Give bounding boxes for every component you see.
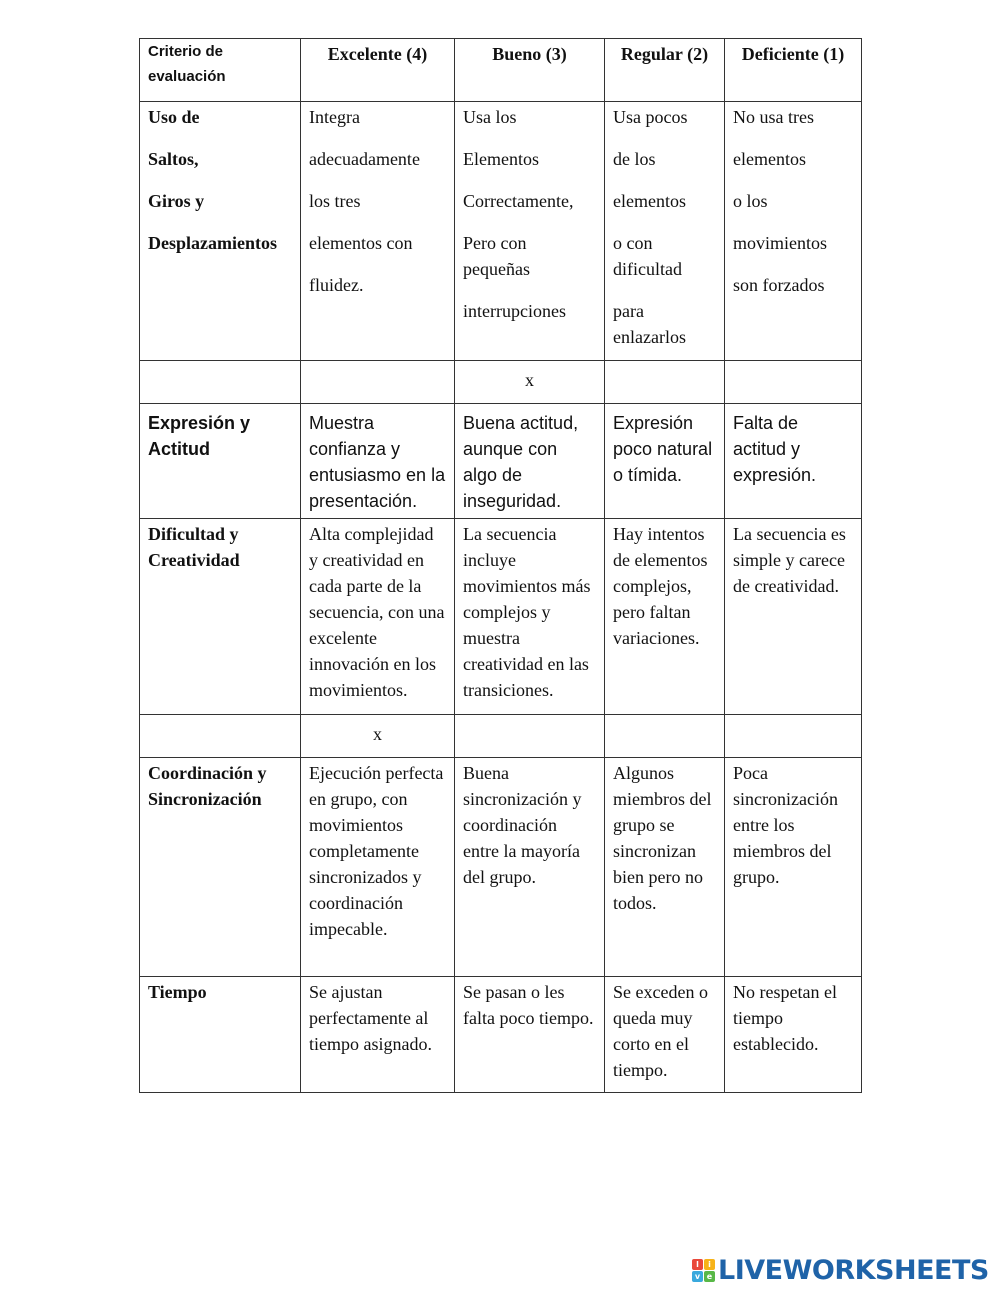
coordinacion-bueno: Buena sincronización y coordinación entre la mayoría del grupo. (455, 758, 605, 977)
text-line: de los (613, 149, 656, 169)
tiempo-regular: Se exceden o queda muy corto en el tiempo. (605, 977, 725, 1093)
level-header-deficiente: Deficiente (1) (725, 39, 862, 102)
mark-cell[interactable] (301, 361, 455, 404)
row-tiempo (140, 977, 862, 1093)
text-line: elementos (613, 191, 686, 211)
saltos-bueno (455, 102, 605, 361)
coordinacion-regular: Algunos miembros del grupo se sincronizan bien pero no todos. (605, 758, 725, 977)
saltos-regular (605, 102, 725, 361)
mark-cell-excelente[interactable]: x (301, 715, 455, 758)
coordinacion-excelente: Ejecución perfecta en grupo, con movimientos completamente sincronizados y coordinación impecable. (301, 758, 455, 977)
text-line: los tres (309, 191, 361, 211)
mark-cell-bueno[interactable]: x (455, 361, 605, 404)
row-saltos (140, 102, 862, 361)
level-header-excelente: Excelente (4) (301, 39, 455, 102)
text-line: elementos con (309, 233, 413, 253)
mark-cell[interactable] (725, 361, 862, 404)
logo-text: LIVEWORKSHEETS (718, 1254, 989, 1286)
dificultad-regular: Hay intentos de elementos complejos, pero faltan variaciones. (605, 519, 725, 715)
mark-cell[interactable] (605, 715, 725, 758)
dificultad-bueno: La secuencia incluye movimientos más complejos y muestra creatividad en las transiciones. (455, 519, 605, 715)
tiempo-excelente: Se ajustan perfectamente al tiempo asignado. (301, 977, 455, 1093)
logo-mark-tile: l (692, 1259, 703, 1270)
header-row (140, 39, 862, 102)
text-line: Saltos, (148, 149, 199, 169)
text-line: o con dificultad (613, 233, 682, 279)
dificultad-deficiente: La secuencia es simple y carece de creatividad. (725, 519, 862, 715)
coordinacion-deficiente: Poca sincronización entre los miembros del grupo. (725, 758, 862, 977)
logo-mark-tile: v (692, 1271, 703, 1282)
text-line: fluidez. (309, 275, 364, 295)
text-line: Elementos (463, 149, 539, 169)
text-line: o los (733, 191, 768, 211)
criterion-expresion: Expresión y Actitud (140, 404, 301, 519)
mark-row-1 (140, 361, 862, 404)
tiempo-bueno: Se pasan o les falta poco tiempo. (455, 977, 605, 1093)
text-line: No usa tres (733, 107, 814, 127)
expresion-bueno: Buena actitud, aunque con algo de inseguridad. (455, 404, 605, 519)
row-expresion (140, 404, 862, 519)
text-line: movimientos (733, 233, 827, 253)
expresion-regular: Expresión poco natural o tímida. (605, 404, 725, 519)
criterion-dificultad: Dificultad y Creatividad (140, 519, 301, 715)
text-line: Giros y (148, 191, 205, 211)
mark-cell[interactable] (140, 361, 301, 404)
rubric-table (139, 38, 862, 1093)
row-dificultad (140, 519, 862, 715)
row-coordinacion (140, 758, 862, 977)
mark-cell[interactable] (725, 715, 862, 758)
criterion-header: Criterio de evaluación (140, 39, 301, 102)
text-line: para enlazarlos (613, 301, 686, 347)
logo-mark-icon (692, 1259, 715, 1282)
text-line: Integra (309, 107, 360, 127)
text-line: Pero con pequeñas (463, 233, 530, 279)
text-line: Desplazamientos (148, 233, 277, 253)
expresion-excelente: Muestra confianza y entusiasmo en la presentación. (301, 404, 455, 519)
text-line: Usa pocos (613, 107, 688, 127)
criterion-coordinacion: Coordinación y Sincronización (140, 758, 301, 977)
level-header-regular: Regular (2) (605, 39, 725, 102)
mark-cell[interactable] (605, 361, 725, 404)
expresion-deficiente: Falta de actitud y expresión. (725, 404, 862, 519)
criterion-saltos (140, 102, 301, 361)
mark-row-2 (140, 715, 862, 758)
liveworksheets-logo (692, 1255, 989, 1285)
saltos-excelente (301, 102, 455, 361)
criterion-tiempo: Tiempo (140, 977, 301, 1093)
mark-cell[interactable] (140, 715, 301, 758)
dificultad-excelente: Alta complejidad y creatividad en cada parte de la secuencia, con una excelente innovación en los movimientos. (301, 519, 455, 715)
tiempo-deficiente: No respetan el tiempo establecido. (725, 977, 862, 1093)
text-line: adecuadamente (309, 149, 420, 169)
saltos-deficiente (725, 102, 862, 361)
level-header-bueno: Bueno (3) (455, 39, 605, 102)
text-line: Usa los (463, 107, 517, 127)
text-line: interrupciones (463, 301, 566, 321)
text-line: Correctamente, (463, 191, 574, 211)
logo-mark-tile: e (704, 1271, 715, 1282)
text-line: elementos (733, 149, 806, 169)
logo-mark-tile: i (704, 1259, 715, 1270)
text-line: son forzados (733, 275, 825, 295)
mark-cell[interactable] (455, 715, 605, 758)
text-line: Uso de (148, 107, 200, 127)
